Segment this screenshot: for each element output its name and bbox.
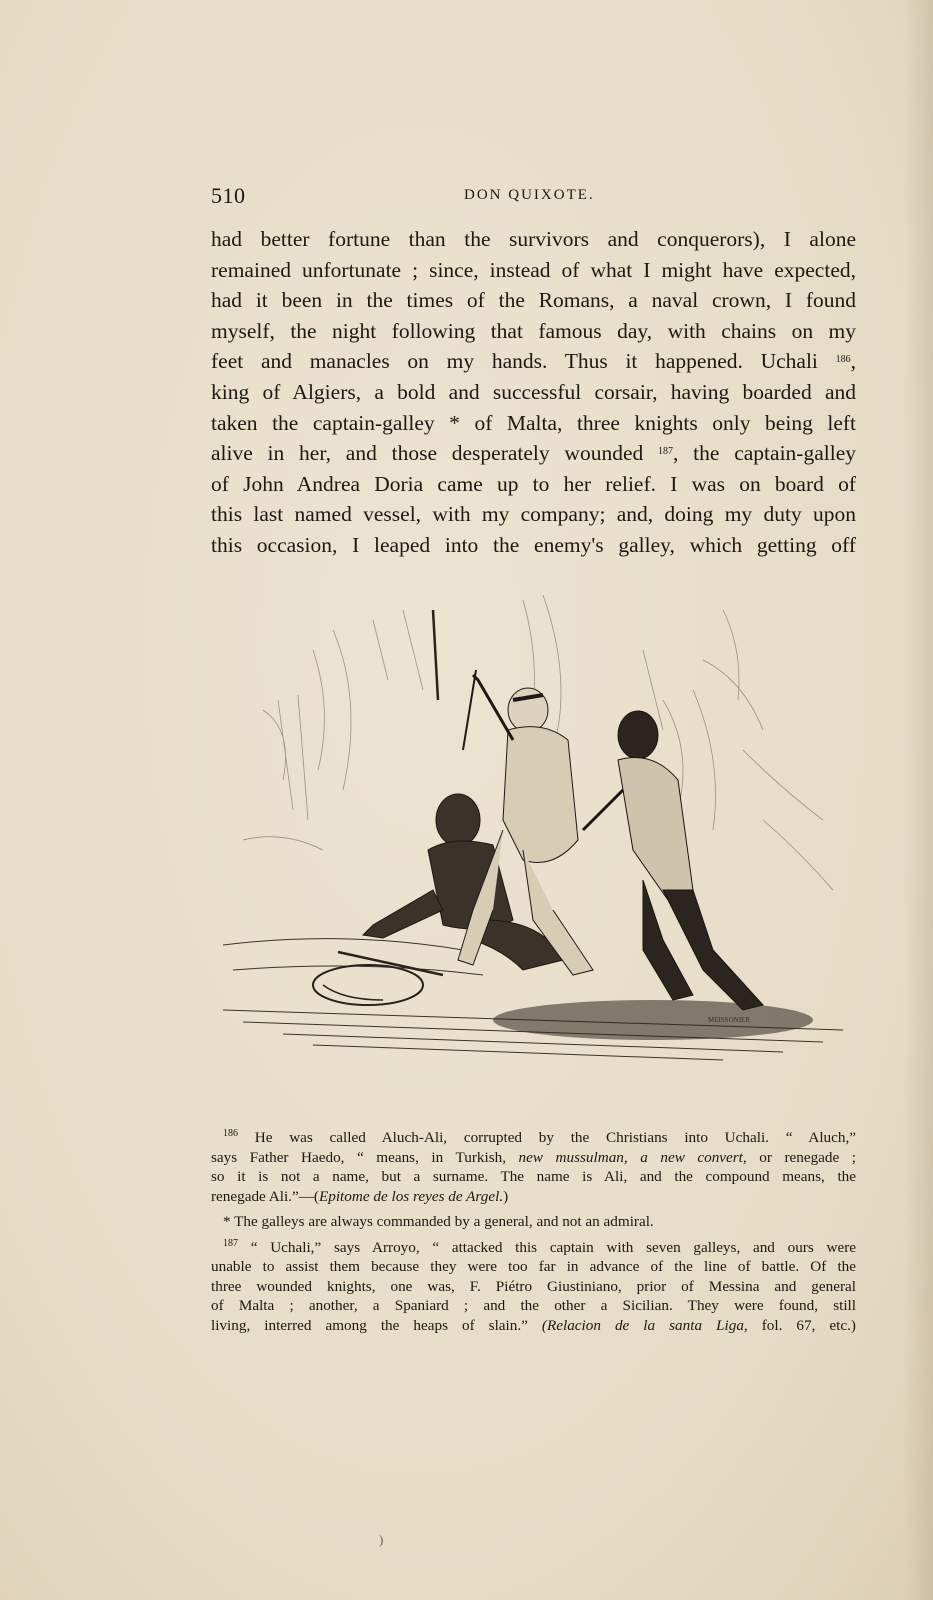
footnote-marker-187: 187	[223, 1237, 238, 1249]
body-line-text: alive in her, and those desperately wounded	[211, 441, 644, 466]
fn-italic	[542, 1317, 748, 1334]
body-line: myself, the night following that famous day, with chains on my	[211, 318, 856, 343]
page-edge-shadow	[903, 0, 933, 1600]
footnote-186	[211, 1128, 856, 1206]
fn-text: renegade Ali.”—(	[211, 1187, 319, 1205]
fn-text: living, interred among the heaps of slain.”	[211, 1316, 528, 1334]
body-line: remained unfortunate ; since, instead of what I might have expected,	[211, 257, 856, 282]
footnote-marker-star: *	[223, 1213, 231, 1230]
page-header	[211, 183, 856, 213]
body-line: had it been in the times of the Romans, a naval crown, I found	[211, 288, 856, 313]
footnote-line	[211, 1128, 856, 1148]
footnote-line: unable to assist them because they were too far in advance of the line of battle. Of the	[211, 1258, 856, 1275]
fn-paren: (	[541, 1316, 547, 1334]
fn-text: fol. 67, etc.)	[761, 1316, 856, 1334]
footnote-line	[211, 1187, 856, 1207]
footnotes	[211, 1128, 856, 1341]
ref-186-comma: ,	[850, 349, 857, 374]
footnote-ref-186: 186	[835, 354, 851, 366]
footnote-line	[211, 1148, 856, 1168]
footnote-ref-187: 187	[658, 446, 674, 458]
fn-italic: Epitome de los reyes de Argel.	[318, 1187, 504, 1205]
footnote-line: of Malta ; another, a Spaniard ; and the other a Sicilian. They were found, still	[211, 1297, 856, 1314]
page-number: 510	[211, 183, 246, 208]
ref-186-group	[836, 349, 856, 373]
raised-sword	[433, 610, 438, 700]
body-text	[211, 224, 856, 561]
footnote-marker-186: 186	[223, 1128, 238, 1139]
body-line: had better fortune than the survivors and conquerors), I alone	[211, 227, 856, 251]
stray-mark: )	[379, 1532, 384, 1547]
footnote-line	[211, 1212, 856, 1232]
fn-text: )	[503, 1187, 509, 1205]
fn-text: says Father Haedo, “ means, in Turkish,	[211, 1148, 506, 1166]
body-line: of John Andrea Doria came up to her relief. I was on board of	[211, 471, 856, 496]
body-line	[211, 346, 856, 377]
ref-187-group	[658, 441, 856, 465]
running-head: DON QUIXOTE.	[464, 187, 595, 203]
engraver-signature: MEISSONIER	[708, 1016, 751, 1024]
hat-brim	[323, 985, 383, 1000]
engraving-illustration	[223, 590, 858, 1085]
fn-italic-title: Relacion de la santa Liga,	[546, 1316, 748, 1334]
fn-text: “ Aluch,”	[785, 1129, 857, 1146]
fallen-sword	[338, 952, 443, 975]
fn-text: The galleys are always commanded by a general, and not an admiral.	[234, 1213, 654, 1230]
footnote-line: three wounded knights, one was, F. Piétro Giustiniano, prior of Messina and general	[211, 1277, 856, 1295]
body-line: taken the captain-galley * of Malta, three knights only being left	[211, 410, 856, 435]
fn-text: or renegade ;	[759, 1148, 856, 1166]
body-line: this last named vessel, with my company; and, doing my duty upon	[211, 502, 856, 527]
deck-shadow	[493, 1000, 813, 1040]
footnote-line	[211, 1316, 856, 1336]
footnote-line	[211, 1238, 856, 1258]
footnote-line: so it is not a name, but a surname. The name is Ali, and the compound means, the	[211, 1168, 856, 1185]
fn-text: “ Uchali,” says Arroyo, “ attacked this captain with seven galleys, and ours were	[250, 1238, 857, 1256]
ref-187-tail: , the captain-galley	[673, 441, 856, 466]
body-line-text: feet and manacles on my hands. Thus it happened. Uchali	[211, 349, 818, 374]
footnote-187	[211, 1238, 856, 1336]
dark-figure	[583, 711, 763, 1010]
body-line: this occasion, I leaped into the enemy's galley, which getting off	[211, 532, 856, 557]
fn-text: He was called Aluch-Ali, corrupted by the Christians into Uchali.	[254, 1129, 769, 1146]
fn-italic: new mussulman, a new convert,	[518, 1148, 747, 1166]
footnote-star	[211, 1212, 856, 1232]
body-line: king of Algiers, a bold and successful corsair, having boarded and	[211, 379, 856, 404]
body-line	[211, 438, 856, 469]
